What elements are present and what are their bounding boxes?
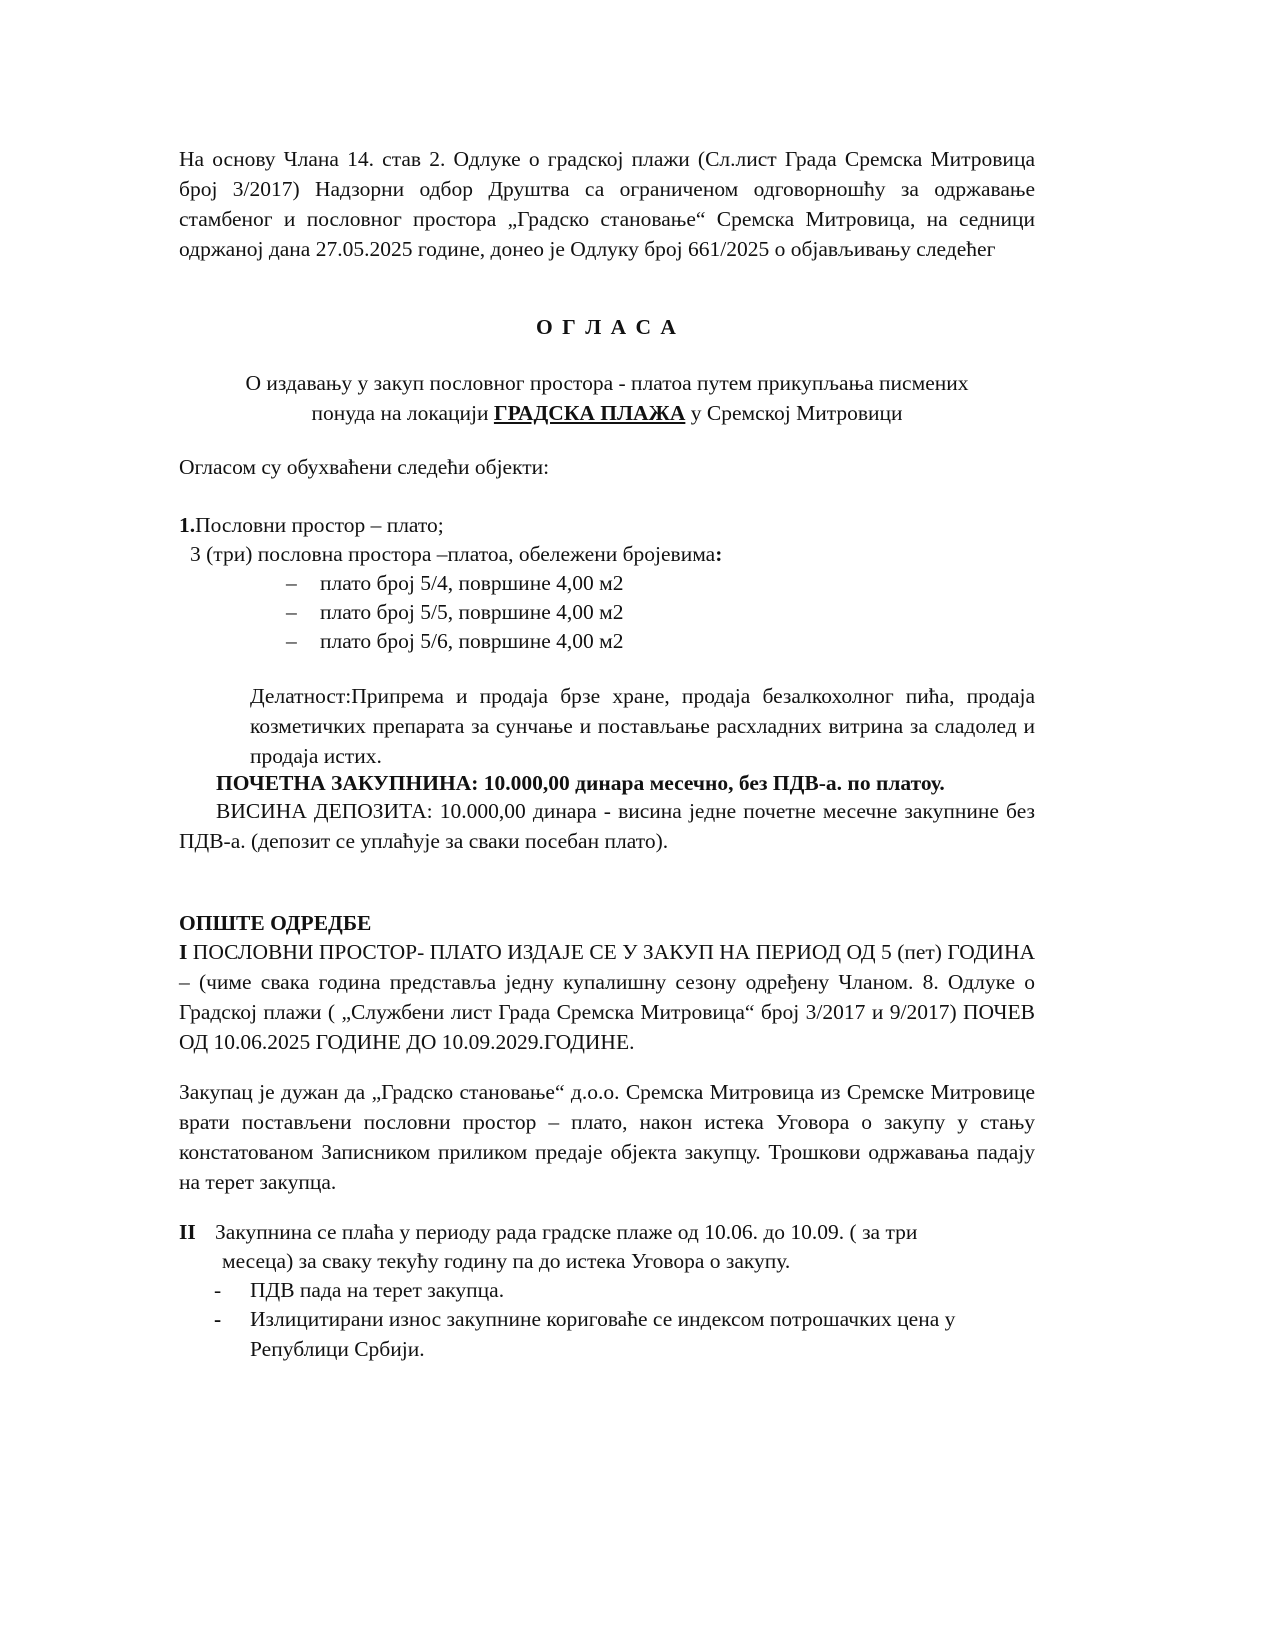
item-count xyxy=(190,539,722,569)
item-count-text: 3 (три) пословна простора –платоа, обележени бројевима xyxy=(190,542,716,566)
section-2-line-1: Закупнина се плаћа у периоду рада градске плаже од 10.06. до 10.09. ( за три xyxy=(215,1220,918,1244)
section-1-text: ПОСЛОВНИ ПРОСТОР- ПЛАТО ИЗДАЈЕ СЕ У ЗАКУП НА ПЕРИОД ОД 5 (пет) ГОДИНА – (чиме свака година представља једну купалишну сезону одређену Чланом. 8. Одлуке о Градској плажи ( „Службени лист Града Сремска Митровица“ број 3/2017 и 9/2017) ПОЧЕВ ОД 10.06.2025 ГОДИНЕ ДО 10.09.2029.ГОДИНЕ. xyxy=(179,940,1035,1054)
activity-paragraph: Делатност:Припрема и продаја брзе хране, продаја безалкохолног пића, продаја козметичких препарата за сунчање и постављање расхладних витрина за сладолед и продаја истих. xyxy=(250,684,1035,768)
item-count-colon: : xyxy=(715,542,723,566)
scope-label: Огласом су обухваћени следећи објекти: xyxy=(179,455,550,479)
bullet-mark: - xyxy=(214,1307,222,1331)
list-item-text: плато број 5/6, површине 4,00 м2 xyxy=(320,629,624,653)
subtitle-line-2-end: у Сремској Митровици xyxy=(685,401,903,425)
subtitle-line-1: О издавању у закуп пословног простора - платоа путем прикупљања писмених xyxy=(245,371,969,395)
list-item xyxy=(286,626,297,656)
list-item xyxy=(286,568,297,598)
starting-rent: ПОЧЕТНА ЗАКУПНИНА: 10.000,00 динара месечно, без ПДВ-а. по платоу. xyxy=(216,771,945,795)
subtitle xyxy=(179,368,1035,428)
section-1-numeral: I xyxy=(179,940,188,964)
list-item xyxy=(286,597,297,627)
dash-mark: – xyxy=(286,600,297,624)
bullet-text: Излицитирани износ закупнине кориговаће се индексом потрошачких цена у Републици Србији. xyxy=(250,1307,956,1361)
general-provisions-heading: ОПШТЕ ОДРЕДБЕ xyxy=(179,911,372,935)
section-1-paragraph xyxy=(179,937,1035,1057)
section-2-numeral: II xyxy=(179,1220,196,1244)
dash-mark: – xyxy=(286,629,297,653)
list-item-text: плато број 5/5, површине 4,00 м2 xyxy=(320,600,624,624)
subtitle-line-2-start: понуда на локацији xyxy=(311,401,494,425)
dash-mark: – xyxy=(286,571,297,595)
bullet-mark: - xyxy=(214,1278,222,1302)
tenant-duty-paragraph: Закупац је дужан да „Градско становање“ д.о.о. Сремска Митровица из Сремске Митровице врати постављени пословни простор – плато, након истека Уговора о закупу у стању констатованом Записником приликом предаје објекта закупцу. Трошкови одржавања падају на терет закупца. xyxy=(179,1080,1035,1194)
intro-paragraph: На основу Члана 14. став 2. Одлуке о градској плажи (Сл.лист Града Сремска Митровица број 3/2017) Надзорни одбор Друштва са ограниченом одговорношћу за одржавање стамбеног и пословног простора „Градско становање“ Сремска Митровица, на седници одржаној дана 27.05.2025 године, донео је Одлуку број 661/2025 о објављивању следећег xyxy=(179,147,1035,261)
location-name: ГРАДСКА ПЛАЖА xyxy=(493,401,686,425)
item-number: 1. xyxy=(179,513,196,537)
list-item-text: плато број 5/4, површине 4,00 м2 xyxy=(320,571,624,595)
deposit-paragraph: ВИСИНА ДЕПОЗИТА: 10.000,00 динара - висина једне почетне месечне закупнине без ПДВ-а. (депозит се уплаћује за сваки посебан плато). xyxy=(179,799,1035,853)
section-2-line-2: месеца) за сваку текућу годину па до истека Уговора о закупу. xyxy=(222,1249,791,1273)
bullet-text: ПДВ пада на терет закупца. xyxy=(250,1278,505,1302)
document-heading: О Г Л А С А xyxy=(536,315,678,339)
item-1-title xyxy=(179,510,444,540)
subtitle-line-2 xyxy=(179,398,1035,428)
item-title: Пословни простор – плато; xyxy=(195,513,444,537)
